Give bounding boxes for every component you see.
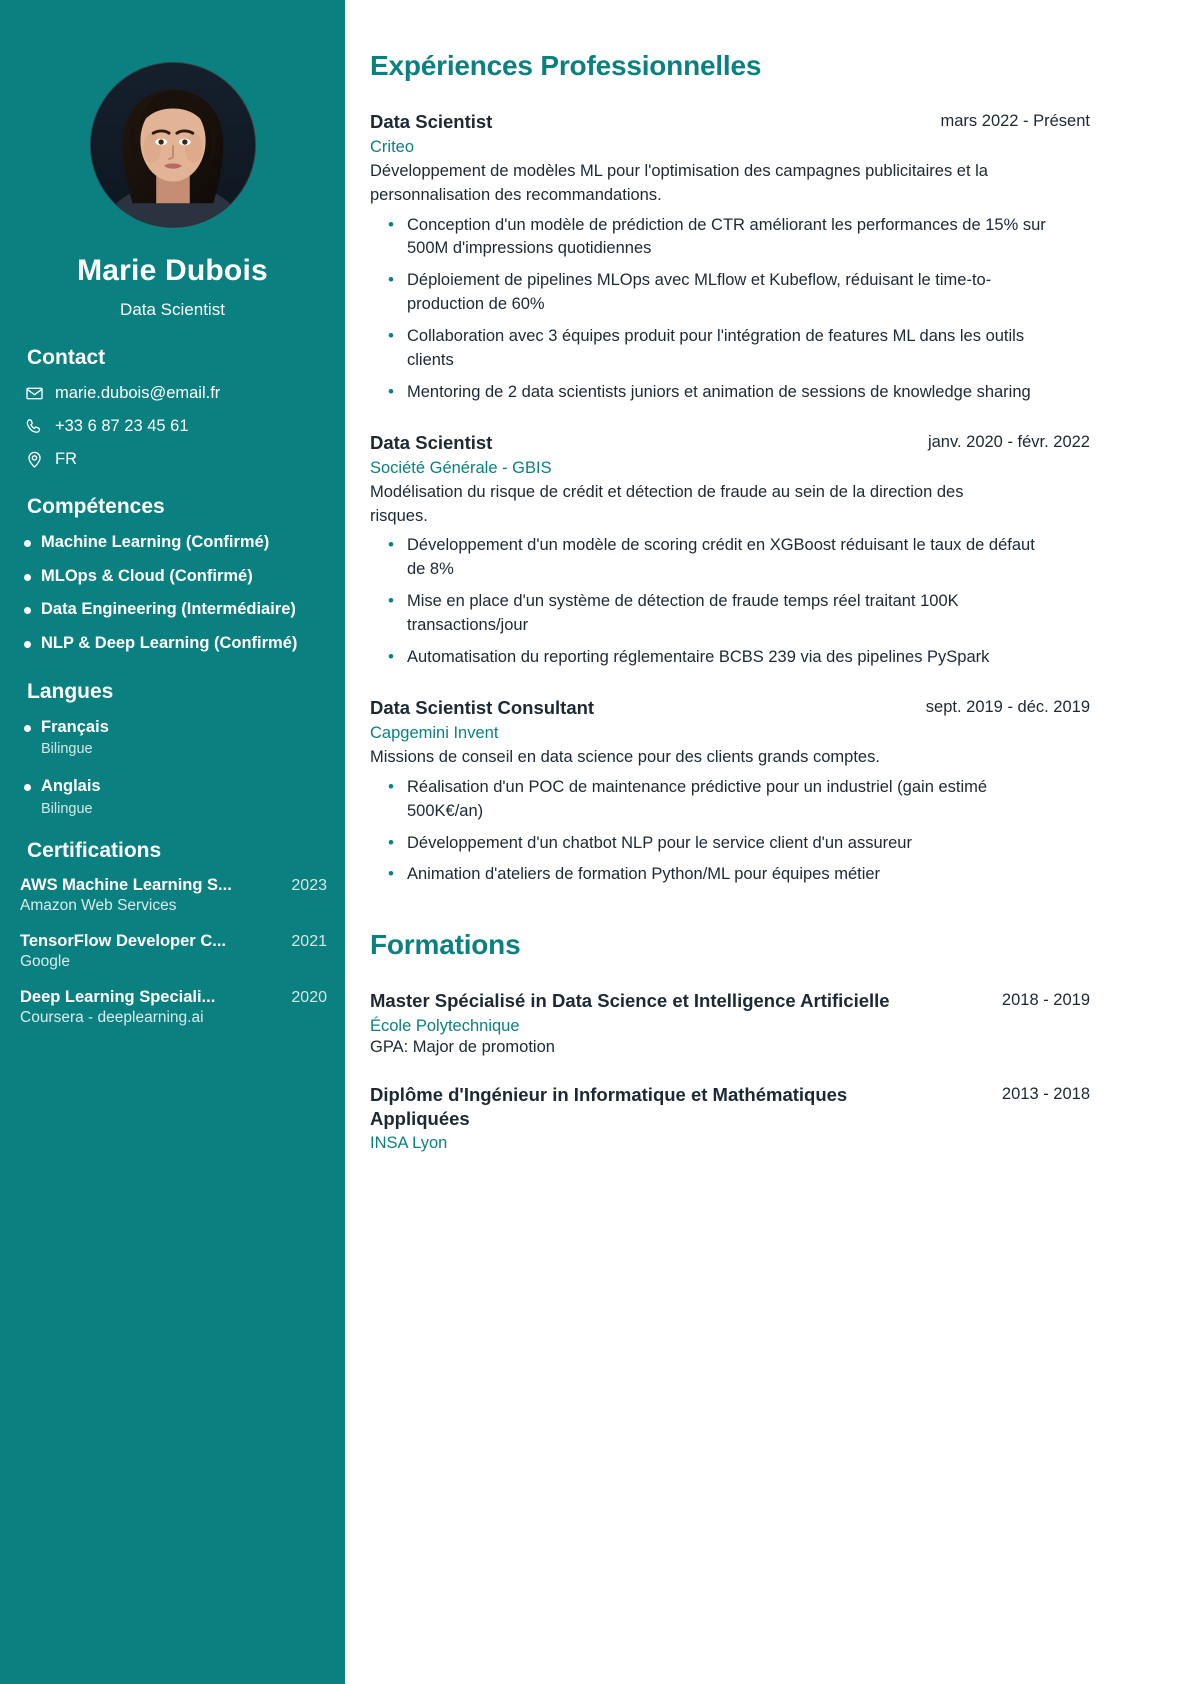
certification-item bbox=[18, 988, 327, 1027]
language-level: Bilingue bbox=[41, 800, 93, 817]
bullet-text: Développement d'un chatbot NLP pour le service client d'un assureur bbox=[407, 833, 912, 852]
list-item bbox=[370, 325, 1090, 373]
bullet-dot-icon bbox=[24, 725, 31, 732]
languages-heading: Langues bbox=[27, 679, 114, 703]
certification-name: TensorFlow Developer C... bbox=[20, 931, 226, 950]
education-org: INSA Lyon bbox=[370, 1134, 448, 1153]
experience-bullet-list bbox=[370, 214, 1090, 405]
sidebar bbox=[0, 0, 345, 1684]
certification-item bbox=[18, 876, 327, 915]
full-name: Marie Dubois bbox=[77, 254, 268, 287]
language-name: Anglais bbox=[41, 777, 101, 796]
skill-item bbox=[18, 599, 327, 620]
bullet-text: Conception d'un modèle de prédiction de CTR améliorant les performances de 15% sur 500M d'impressions quotidiennes bbox=[407, 215, 1046, 258]
contact-location-value: FR bbox=[55, 449, 77, 468]
bullet-text: Développement d'un modèle de scoring crédit en XGBoost réduisant le taux de défaut de 8% bbox=[407, 536, 1035, 579]
experience-description: Missions de conseil en data science pour des clients grands comptes. bbox=[370, 747, 880, 766]
education-extra: GPA: Major de promotion bbox=[370, 1038, 555, 1057]
experience-description: Développement de modèles ML pour l'optimisation des campagnes publicitaires et la personnalisation des recommandations. bbox=[370, 161, 988, 204]
experience-date: mars 2022 - Présent bbox=[940, 112, 1090, 130]
experience-org: Criteo bbox=[370, 137, 415, 156]
skill-label: Machine Learning (Confirmé) bbox=[41, 533, 270, 551]
list-item bbox=[370, 776, 1090, 824]
certification-year: 2023 bbox=[291, 876, 327, 894]
job-title: Data Scientist bbox=[120, 300, 225, 319]
skill-label: NLP & Deep Learning (Confirmé) bbox=[41, 633, 298, 652]
bullet-text: Animation d'ateliers de formation Python/ML pour équipes métier bbox=[407, 865, 881, 884]
certification-name: AWS Machine Learning S... bbox=[20, 875, 232, 894]
experience-date: janv. 2020 - févr. 2022 bbox=[927, 432, 1090, 451]
certification-name: Deep Learning Speciali... bbox=[20, 987, 216, 1006]
experience-entry bbox=[370, 110, 1090, 405]
bullet-dot-icon: • bbox=[388, 776, 394, 796]
experience-title: Data Scientist bbox=[370, 111, 493, 132]
skill-label: MLOps & Cloud (Confirmé) bbox=[41, 566, 253, 585]
certification-issuer: Amazon Web Services bbox=[20, 896, 177, 914]
education-title: Diplôme d'Ingénieur in Informatique et Mathématiques Appliquées bbox=[370, 1084, 848, 1129]
experience-date: sept. 2019 - déc. 2019 bbox=[925, 698, 1090, 717]
skill-item bbox=[18, 566, 327, 587]
experience-org: Capgemini Invent bbox=[370, 723, 499, 742]
certification-year: 2020 bbox=[291, 988, 327, 1006]
experience-bullet-list bbox=[370, 534, 1090, 670]
bullet-dot-icon bbox=[24, 574, 31, 581]
envelope-icon bbox=[24, 383, 44, 403]
bullet-dot-icon: • bbox=[388, 591, 394, 611]
education-entry bbox=[370, 1083, 1090, 1153]
bullet-dot-icon: • bbox=[388, 270, 394, 290]
bullet-text: Déploiement de pipelines MLOps avec MLflow et Kubeflow, réduisant le time-to-production de 60% bbox=[407, 271, 992, 314]
education-date: 2013 - 2018 bbox=[1001, 1085, 1090, 1104]
contact-heading: Contact bbox=[27, 346, 106, 369]
education-entry bbox=[370, 989, 1090, 1057]
location-pin-icon bbox=[24, 449, 44, 469]
list-item bbox=[370, 646, 1090, 670]
bullet-dot-icon: • bbox=[388, 832, 394, 852]
bullet-dot-icon: • bbox=[388, 535, 394, 555]
skill-label: Data Engineering (Intermédiaire) bbox=[41, 600, 296, 619]
bullet-text: Mentoring de 2 data scientists juniors et animation de sessions de knowledge sharing bbox=[407, 383, 1031, 402]
bullet-dot-icon bbox=[24, 540, 31, 547]
list-item bbox=[370, 269, 1090, 317]
list-item bbox=[370, 863, 1090, 887]
experience-bullet-list bbox=[370, 776, 1090, 888]
contact-item-phone[interactable] bbox=[18, 416, 327, 436]
bullet-text: Collaboration avec 3 équipes produit pour l'intégration de features ML dans les outils clients bbox=[407, 327, 1025, 370]
experience-entry bbox=[370, 431, 1090, 670]
avatar bbox=[90, 62, 256, 228]
education-org: École Polytechnique bbox=[370, 1017, 520, 1036]
education-title: Master Spécialisé in Data Science et Intelligence Artificielle bbox=[370, 990, 890, 1012]
experience-heading: Expériences Professionnelles bbox=[370, 50, 762, 81]
experience-description: Modélisation du risque de crédit et détection de fraude au sein de la direction des risques. bbox=[370, 482, 964, 525]
education-date: 2018 - 2019 bbox=[1001, 991, 1090, 1010]
bullet-dot-icon bbox=[24, 641, 31, 648]
contact-item-email[interactable] bbox=[18, 383, 327, 403]
list-item bbox=[370, 534, 1090, 582]
experience-title: Data Scientist bbox=[370, 431, 493, 453]
bullet-dot-icon: • bbox=[388, 382, 394, 402]
skills-heading: Compétences bbox=[27, 495, 165, 518]
contact-phone-value: +33 6 87 23 45 61 bbox=[55, 416, 189, 435]
certification-issuer: Coursera - deeplearning.ai bbox=[20, 1008, 204, 1026]
bullet-dot-icon bbox=[24, 784, 31, 791]
language-item bbox=[18, 776, 327, 817]
certification-item bbox=[18, 932, 327, 971]
skill-item bbox=[18, 532, 327, 553]
bullet-text: Réalisation d'un POC de maintenance prédictive pour un industriel (gain estimé 500K€/an) bbox=[407, 777, 988, 820]
bullet-text: Mise en place d'un système de détection de fraude temps réel traitant 100K transactions/jour bbox=[407, 592, 959, 635]
certification-issuer: Google bbox=[20, 952, 70, 970]
main-content bbox=[345, 0, 1190, 1684]
list-item bbox=[370, 832, 1090, 856]
experience-entry bbox=[370, 696, 1090, 887]
contact-item-location[interactable] bbox=[18, 449, 327, 469]
bullet-text: Automatisation du reporting réglementaire BCBS 239 via des pipelines PySpark bbox=[407, 648, 990, 667]
bullet-dot-icon: • bbox=[388, 864, 394, 884]
bullet-dot-icon: • bbox=[388, 326, 394, 346]
contact-email-value: marie.dubois@email.fr bbox=[55, 383, 221, 402]
certifications-heading: Certifications bbox=[27, 838, 162, 862]
language-name: Français bbox=[41, 717, 109, 736]
education-heading: Formations bbox=[370, 929, 521, 961]
language-item bbox=[18, 717, 327, 758]
list-item bbox=[370, 590, 1090, 638]
list-item bbox=[370, 381, 1090, 405]
bullet-dot-icon: • bbox=[388, 647, 394, 667]
skill-item bbox=[18, 633, 327, 654]
bullet-dot-icon: • bbox=[388, 214, 394, 234]
avatar-container bbox=[18, 0, 327, 228]
certification-year: 2021 bbox=[291, 932, 327, 950]
phone-icon bbox=[24, 416, 44, 436]
language-level: Bilingue bbox=[41, 741, 93, 758]
experience-org: Société Générale - GBIS bbox=[370, 458, 552, 477]
list-item bbox=[370, 214, 1090, 262]
bullet-dot-icon bbox=[24, 607, 31, 614]
experience-title: Data Scientist Consultant bbox=[370, 697, 595, 719]
